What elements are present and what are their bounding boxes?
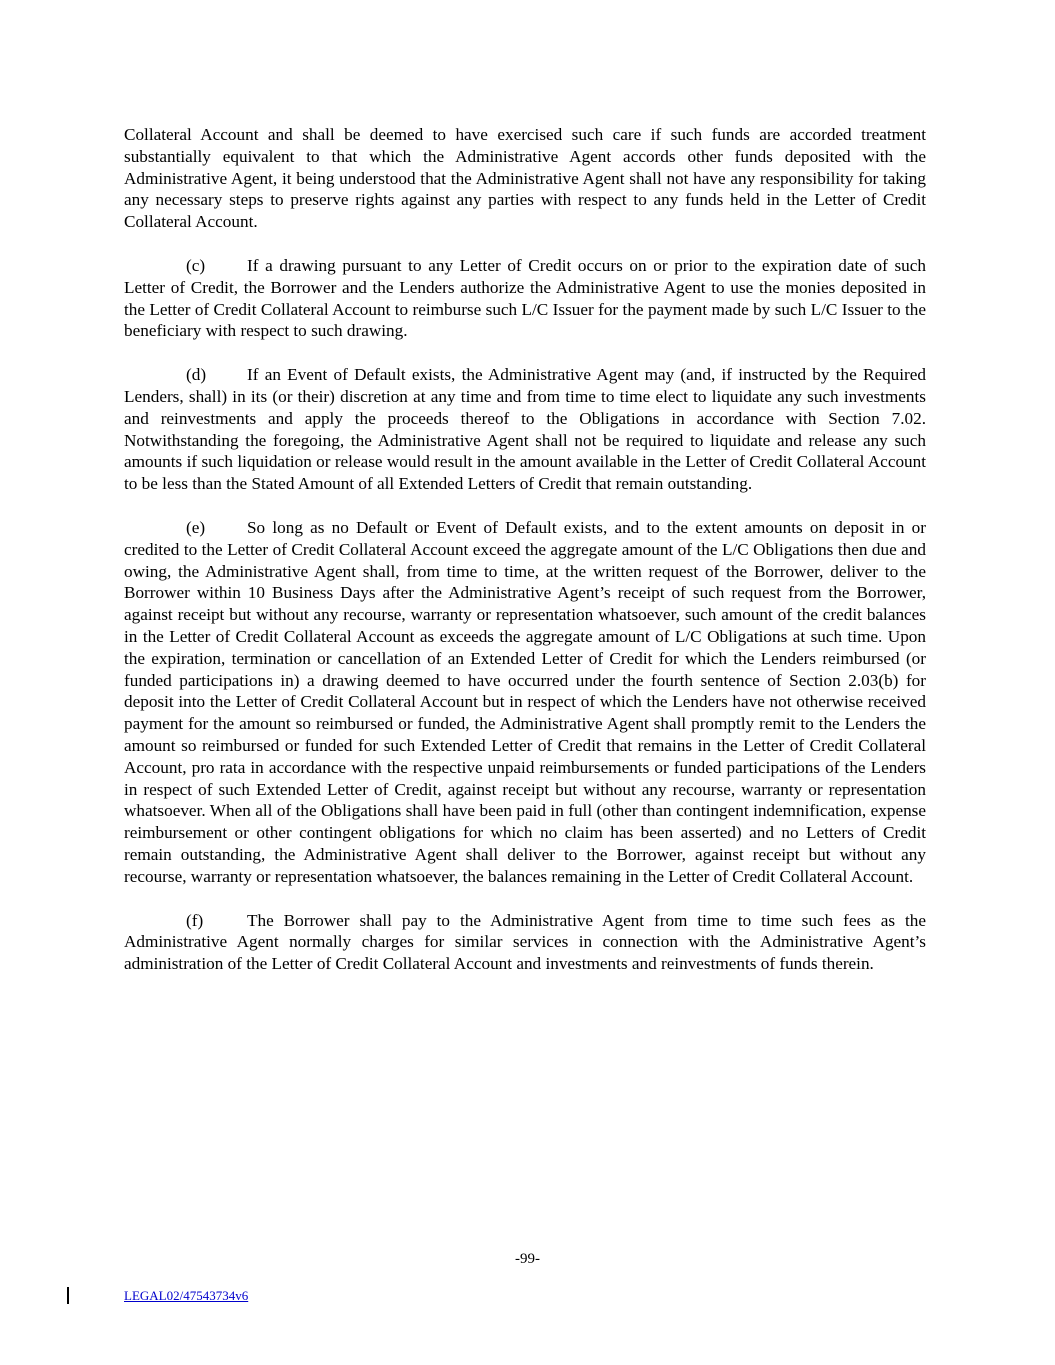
paragraph-marker: (e): [186, 517, 206, 537]
paragraph-marker: (c): [186, 255, 206, 275]
revision-bar: [67, 1287, 69, 1304]
paragraph-c: [124, 255, 926, 342]
paragraph-text: If an Event of Default exists, the Administrative Agent may (and, if instructed by the Required Lenders, shall) in its (or their) discretion at any time and from time to time elect to liquidate any such investments and reinvestments and apply the proceeds thereof to the Obligations in accordance with Section 7.02. Notwithstanding the foregoing, the Administrative Agent shall not be required to liquidate and release any such amounts if such liquidation or release would result in the amount available in the Letter of Credit Collateral Account to be less than the Stated Amount of all Extended Letters of Credit that remain outstanding.: [124, 365, 926, 494]
paragraph-e: [124, 517, 926, 888]
paragraph-continuation: [124, 124, 926, 233]
paragraph-d: [124, 364, 926, 495]
paragraph-text: So long as no Default or Event of Default exists, and to the extent amounts on deposit in or credited to the Letter of Credit Collateral Account exceed the aggregate amount of the L/C Obligations then due and owing, the Administrative Agent shall, from time to time, at the written request of the Borrower, deliver to the Borrower within 10 Business Days after the Administrative Agent’s receipt of such request from the Borrower, against receipt but without any recourse, warranty or representation whatsoever, such amount of the credit balances in the Letter of Credit Collateral Account as exceeds the aggregate amount of L/C Obligations at such time. Upon the expiration, termination or cancellation of an Extended Letter of Credit for which the Lenders reimbursed (or funded participations in) a drawing deemed to have occurred under the fourth sentence of Section 2.03(b) for deposit into the Letter of Credit Collateral Account but in respect of which the Lenders have not otherwise received payment for the amount so reimbursed or funded, the Administrative Agent shall promptly remit to the Lenders the amount so reimbursed or funded for such Extended Letter of Credit that remains in the Letter of Credit Collateral Account, pro rata in accordance with the respective unpaid reimbursements or funded participations of the Lenders in respect of such Extended Letter of Credit, against receipt but without any recourse, warranty or representation whatsoever. When all of the Obligations shall have been paid in full (other than contingent indemnification, expense reimbursement or other contingent obligations for which no claim has been asserted) and no Letters of Credit remain outstanding, the Administrative Agent shall deliver to the Borrower, against receipt but without any recourse, warranty or representation whatsoever, the balances remaining in the Letter of Credit Collateral Account.: [124, 517, 926, 886]
paragraph-f: [124, 910, 926, 975]
paragraph-marker: (d): [186, 365, 207, 385]
paragraph-marker: (f): [186, 910, 204, 930]
paragraph-text: If a drawing pursuant to any Letter of Credit occurs on or prior to the expiration date of such Letter of Credit, the Borrower and the Lenders authorize the Administrative Agent to use the monies deposited in the Letter of Credit Collateral Account to reimburse such L/C Issuer for the payment made by such L/C Issuer to the beneficiary with respect to such drawing.: [124, 255, 926, 341]
document-body: [124, 124, 926, 997]
paragraph-text: Collateral Account and shall be deemed to have exercised such care if such funds are accorded treatment substantially equivalent to that which the Administrative Agent accords other funds deposited with the Administrative Agent, it being understood that the Administrative Agent shall not have any responsibility for taking any necessary steps to preserve rights against any parties with respect to any funds held in the Letter of Credit Collateral Account.: [124, 125, 926, 232]
document-id-link[interactable]: LEGAL02/47543734v6: [124, 1288, 249, 1303]
paragraph-text: The Borrower shall pay to the Administrative Agent from time to time such fees as the Administrative Agent normally charges for similar services in connection with the Administrative Agent’s administration of the Letter of Credit Collateral Account and investments and reinvestments of funds therein.: [124, 910, 926, 974]
page-number: -99-: [515, 1251, 540, 1267]
